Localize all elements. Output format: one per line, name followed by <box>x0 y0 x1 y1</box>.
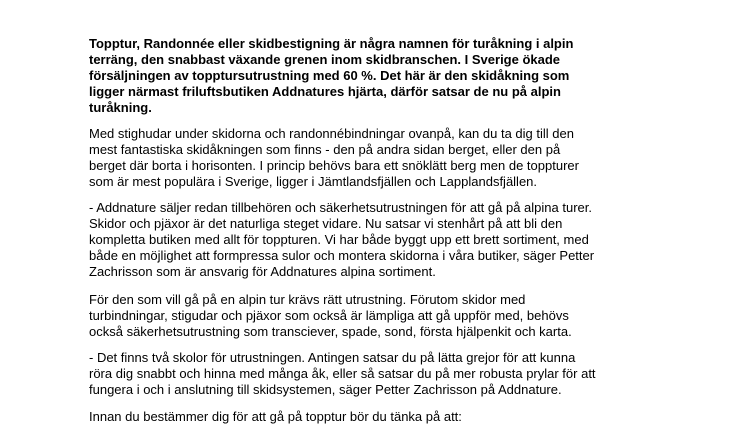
text-line: För den som vill gå på en alpin tur krävs rätt utrustning. Förutom skidor med <box>89 292 526 307</box>
text-line: Med stighudar under skidorna och randonnébindningar ovanpå, kan du ta dig till den <box>89 126 574 141</box>
text-line: både en möjlighet att formpressa sulor och montera skidorna i våra butiker, säger Petter <box>89 248 595 263</box>
text-line: fungera i och i anslutning till skidsystemen, säger Petter Zachrisson på Addnature. <box>89 382 562 397</box>
text-line: Zachrisson som är ansvarig för Addnatures alpina sortiment. <box>89 264 436 279</box>
lead-paragraph <box>89 36 689 116</box>
text-line: turbindningar, stigudar och pjäxor som också är lämpliga att gå uppför med, behövs <box>89 308 569 323</box>
text-line: röra dig snabbt och hinna med många åk, eller så satsar du på mer robusta prylar för att <box>89 366 596 381</box>
body-paragraph-5 <box>89 409 699 425</box>
text-line: mest fantastiska skidåkningen som finns - den på andra sidan berget, eller den på <box>89 142 561 157</box>
lead-line: försäljningen av topptursutrustning med 60 %. Det här är den skidåkning som <box>89 68 570 83</box>
text-line: kompletta butiken med allt för toppturen. Vi har både byggt upp ett brett sortiment, med <box>89 232 589 247</box>
body-paragraph-4 <box>89 350 699 398</box>
text-line: Skidor och pjäxor är det naturliga steget vidare. Nu satsar vi stenhårt på att bli den <box>89 216 563 231</box>
text-line: också säkerhetsutrustning som transciever, spade, sond, första hjälpenkit och karta. <box>89 324 572 339</box>
lead-line: turåkning. <box>89 100 152 115</box>
lead-line: ligger närmast friluftsbutiken Addnatures hjärta, därför satsar de nu på alpin <box>89 84 561 99</box>
text-line: Innan du bestämmer dig för att gå på topptur bör du tänka på att: <box>89 409 462 424</box>
text-line: som är mest populära i Sverige, ligger i Jämtlandsfjällen och Lapplandsfjällen. <box>89 174 538 189</box>
body-paragraph-2 <box>89 200 699 280</box>
body-paragraph-1 <box>89 126 699 190</box>
lead-line: Topptur, Randonnée eller skidbestigning är några namnen för turåkning i alpin <box>89 36 574 51</box>
text-line: - Det finns två skolor för utrustningen. Antingen satsar du på lätta grejor för att kunna <box>89 350 576 365</box>
lead-line: terräng, den snabbast växande grenen inom skidbranschen. I Sverige ökade <box>89 52 561 67</box>
text-line: - Addnature säljer redan tillbehören och säkerhetsutrustningen för att gå på alpina turer. <box>89 200 592 215</box>
text-line: berget där borta i horisonten. I princip behövs bara ett snöklätt berg men de toppturer <box>89 158 579 173</box>
body-paragraph-3 <box>89 292 699 340</box>
